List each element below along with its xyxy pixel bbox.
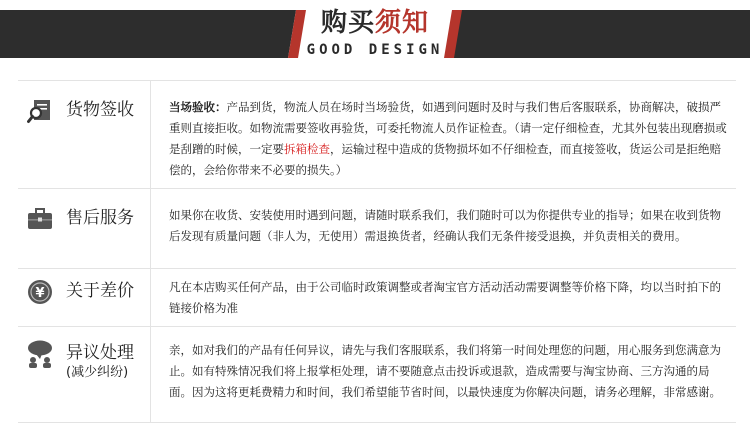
section-dispute-handling [18, 327, 736, 423]
section-label-cell [18, 269, 151, 326]
notice-sections [18, 80, 736, 423]
section-after-sales [18, 189, 736, 269]
section-sublabel: (减少纠纷) [66, 365, 129, 380]
section-text: 亲，如对我们的产品有任何异议，请先与我们客服联系，我们将第一时间处理您的问题，用心服务到您满意为止。如有特殊情况我们将上报掌柜处理，请不要随意点击投诉或退款，造成需要与淘宝协商、三方沟通的局面。因为这将更耗费精力和时间，我们希望能节省时间，以最快速度为你解决问题，请务必理解，非常感谢。 [169, 343, 721, 399]
page-subtitle: GOOD DESIGN [306, 42, 444, 58]
section-goods-receipt [18, 81, 736, 189]
section-label-cell [18, 327, 151, 422]
section-label: 异议处理 [66, 343, 134, 363]
section-text: 凡在本店购买任何产品，由于公司临时政策调整或者淘宝官方活动活动需要调整等价格下降，均以当时拍下的链接价格为准 [169, 280, 721, 315]
section-label-group [66, 340, 134, 382]
briefcase-icon [26, 205, 54, 233]
section-label-cell [18, 189, 151, 268]
title-part-1: 购买 [320, 8, 375, 38]
page-title [0, 8, 750, 38]
section-lead: 当场验收： [169, 100, 227, 114]
section-price-difference [18, 269, 736, 327]
chat-users-icon [26, 340, 54, 368]
section-label-cell [18, 81, 151, 188]
section-label: 关于差价 [66, 281, 134, 301]
svg-text:¥: ¥ [35, 286, 45, 301]
section-text [151, 81, 736, 188]
yen-coin-icon [26, 278, 54, 306]
section-text-part-1: 产品到货，物流人员在场时当场验货，如遇到问题时及时与我们售后客服联系，协商解决，破损严重则直接拒收。如物流需要签收再验货，可委托物流人员作证检查。（请一定仔细检查，尤其外包装出现磨损或是刮蹭的时候，一定要 [169, 100, 727, 156]
magnifier-document-icon [26, 97, 54, 125]
title-part-2: 须知 [375, 8, 430, 38]
section-text-part-2: ，运输过程中造成的货物损坏如不仔细检查，而直接签收，货运公司是拒绝赔偿的，会给你带来不必要的损失。） [169, 142, 721, 177]
section-label: 售后服务 [66, 208, 134, 228]
header-banner [0, 0, 750, 60]
highlight-text: 拆箱检查 [284, 142, 330, 156]
section-text: 如果你在收货、安装使用时遇到问题，请随时联系我们，我们随时可以为你提供专业的指导；如果在收到货物后发现有质量问题（非人为，无使用）需退换货者，经确认我们无条件接受退换，并负责相关的费用。 [169, 208, 721, 243]
section-label: 货物签收 [66, 100, 134, 120]
